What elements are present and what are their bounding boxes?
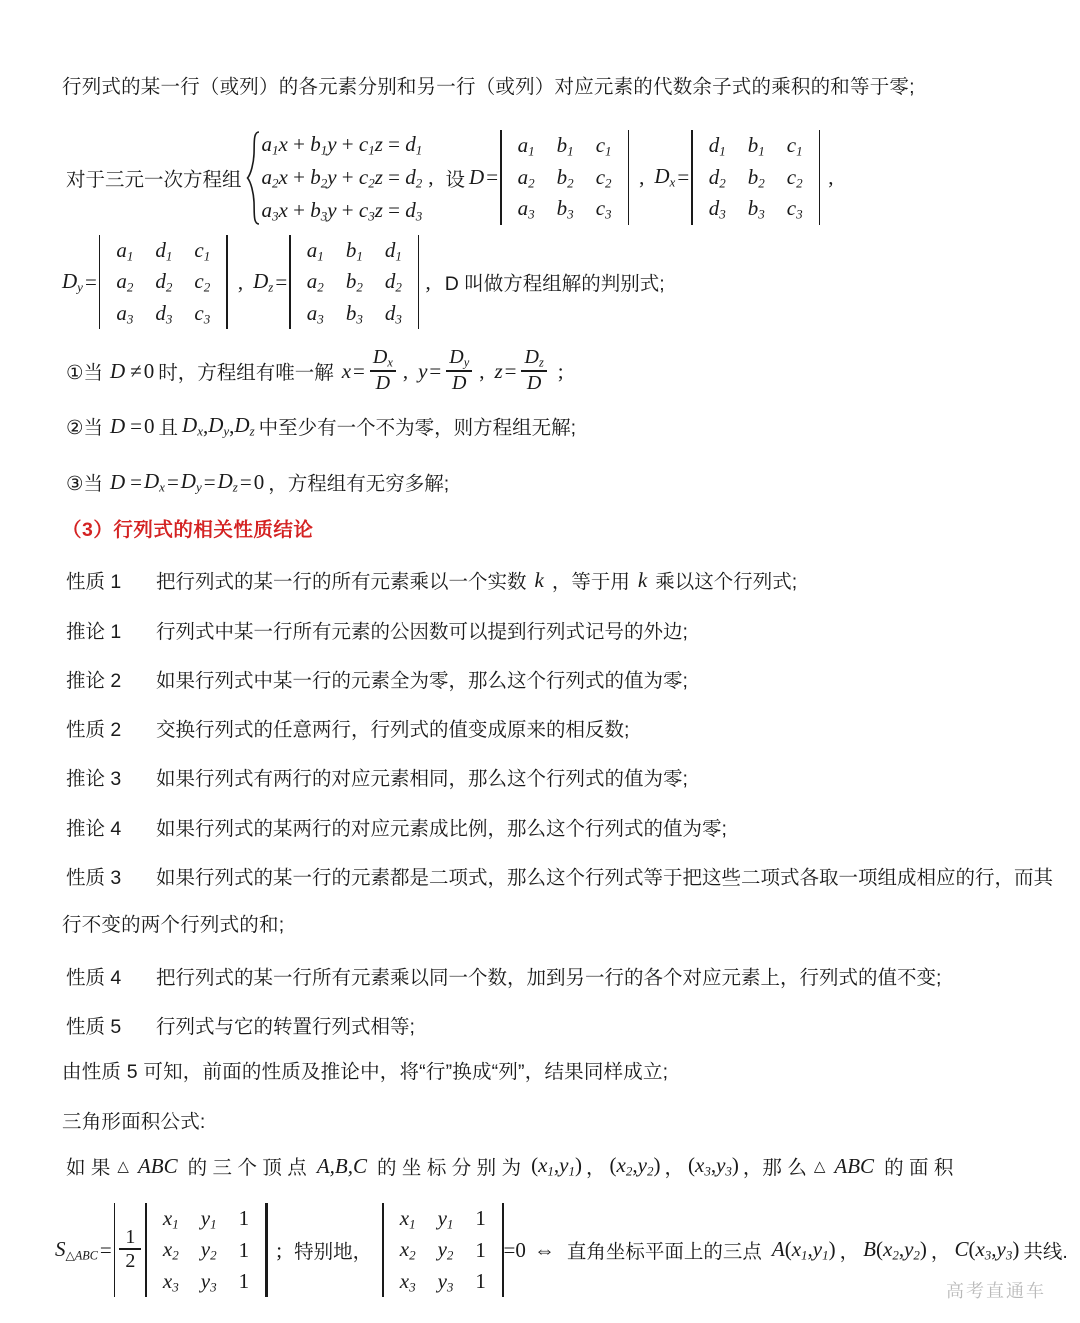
property-item-1 <box>62 566 801 594</box>
case-2-prefix: ②当 <box>66 417 103 439</box>
property-text: 交换行列式的任意两行，行列式的值变成原来的相反数; <box>156 719 630 741</box>
table-row: $a_3$ $b_3$ $d_3$ <box>306 300 402 327</box>
Dy-Dz-row <box>62 232 669 332</box>
system-lead-label: 对于三元一次方程组 <box>66 168 242 191</box>
area-formula-row <box>55 1200 1072 1300</box>
det-Dz-table <box>296 235 413 330</box>
table-row: $a_2$ $b_2$ $d_2$ <box>306 269 402 295</box>
case-1-condition: D <box>109 358 126 383</box>
property-k1: k <box>534 567 544 592</box>
property-label: 性质 5 <box>66 1016 122 1038</box>
comma-10: ， <box>586 1157 606 1179</box>
discriminant-note: D 叫做方程组解的判别式; <box>444 273 665 295</box>
point-B: $B(x_2,y_2)$ <box>863 1236 927 1263</box>
system-row <box>62 125 833 230</box>
case-1-prefix: ①当 <box>66 362 103 384</box>
fraction-numerator: $D_z$ <box>524 345 544 370</box>
det-Dx-table <box>698 130 814 225</box>
det-Dy-table <box>105 235 221 330</box>
property-text: 把行列式的某一行的所有元素乘以一个实数 <box>156 571 527 593</box>
equals-c3c: = <box>203 469 216 494</box>
equation-2: $a_2x + b_2y + c_2z = d_2$ <box>261 165 423 191</box>
property-label: 推论 3 <box>66 768 122 790</box>
triangle-area-title: 三角形面积公式: <box>62 1111 206 1133</box>
case-3-tail: ，方程组有无穷多解; <box>268 473 450 495</box>
case-3-Dx: $D_x$ <box>144 468 165 495</box>
table-row: $d_1$ $b_1$ $c_1$ <box>708 133 803 159</box>
zero-determinant <box>382 1203 503 1298</box>
property-label: 性质 4 <box>66 967 122 989</box>
statement-part-5: 的 面 积 <box>884 1157 954 1179</box>
watermark: 高考直通车 <box>946 1281 1046 1301</box>
equals-z: = <box>504 358 517 383</box>
property-item-3 <box>62 665 692 693</box>
table-row: $a_2$ $d_2$ $c_2$ <box>116 269 211 295</box>
det-bar-left <box>691 130 693 225</box>
Dz-symbol: $D_z$ <box>253 268 274 295</box>
table-row: $a_1$ $b_1$ $d_1$ <box>306 237 402 264</box>
special-label: 特别地， <box>294 1241 373 1263</box>
comma-4: , <box>237 269 244 294</box>
section-heading: （3）行列式的相关性质结论 <box>62 519 314 541</box>
abc-label-1: ABC <box>137 1153 178 1178</box>
equals-area: = <box>99 1237 112 1262</box>
statement-part-2: 的 三 个 顶 点 <box>187 1157 307 1179</box>
comma-1: , <box>428 165 434 189</box>
property-k2: k <box>637 567 648 592</box>
statement-part-1: 如 果 <box>66 1157 111 1179</box>
fraction-denominator: D <box>452 371 467 394</box>
solution-y-var: y <box>418 358 428 383</box>
property-text: 行列式中某一行所有元素的公因数可以提到行列式记号的外边; <box>156 621 688 643</box>
table-row: $a_1$ $b_1$ $c_1$ <box>517 133 612 159</box>
determinant-D <box>500 130 629 225</box>
fraction-denominator: D <box>526 371 542 394</box>
property-item-9 <box>62 1011 419 1039</box>
one-half-fraction <box>119 1226 141 1272</box>
case-2-Dy: $D_y$ <box>208 412 230 439</box>
fraction-Dz-over-D <box>521 346 546 394</box>
comma-8: , <box>202 413 209 438</box>
left-brace-icon <box>246 130 262 226</box>
equals-zero: =0 <box>503 1237 526 1262</box>
conclusion-prefix: 直角坐标平面上的三点 <box>566 1241 762 1263</box>
triangle-icon: △ <box>117 1158 129 1175</box>
table-row: $a_1$ $d_1$ $c_1$ <box>116 237 211 264</box>
comma-9: , <box>229 413 235 438</box>
D-symbol: D <box>469 165 485 189</box>
semicolon-1: ; <box>557 358 564 383</box>
comma-3: , <box>828 165 834 189</box>
case-3-D: D <box>109 469 126 494</box>
equals-y: = <box>429 358 442 383</box>
equation-lines <box>262 128 423 226</box>
comma-2: , <box>639 165 645 189</box>
det-bar-left <box>382 1203 384 1298</box>
property-text: 把行列式的某一行所有元素乘以同一个数，加到另一行的各个对应元素上，行列式的值不变; <box>156 967 942 989</box>
Dx-symbol: $D_x$ <box>654 164 676 190</box>
triangle-icon-2: △ <box>813 1158 826 1175</box>
property-label: 性质 3 <box>66 867 122 889</box>
equals-3: = <box>84 269 97 294</box>
statement-part-4: ，那 么 <box>742 1157 807 1179</box>
table-row: $a_2$ $b_2$ $c_2$ <box>517 164 612 191</box>
equation-1: $a_1x + b_1y + c_1z = d_1$ <box>261 132 423 158</box>
fraction-denominator: D <box>375 371 391 394</box>
case-2-tail: 中至少有一个不为零，则方程组无解; <box>258 417 577 439</box>
determinant-Dy <box>99 235 228 330</box>
equals-c3b: = <box>166 469 179 494</box>
equals-1: = <box>486 165 499 189</box>
property-label: 性质 2 <box>66 719 122 741</box>
statement-part-3: 的 坐 标 分 别 为 <box>376 1157 522 1179</box>
property-item-5 <box>62 763 692 791</box>
det-D-table <box>507 130 623 225</box>
point-A: $A(x_1,y_1)$ <box>771 1236 836 1263</box>
property-text-mid: ，等于用 <box>551 571 630 593</box>
property-text: 如果行列式的某两行的对应元素成比例，那么这个行列式的值为零; <box>156 818 727 840</box>
triangle-statement-row <box>62 1152 957 1180</box>
note-property-5: 由性质 5 可知，前面的性质及推论中，将“行”换成“列”，结果同样成立; <box>62 1061 669 1083</box>
zero-3: 0 <box>253 469 265 494</box>
det-bar-left <box>145 1203 147 1298</box>
case-1-row <box>62 345 564 397</box>
case-3-row <box>62 466 453 498</box>
det-bar-left <box>114 1203 116 1298</box>
comma-6: , <box>402 358 409 383</box>
determinant-Dz <box>289 235 419 330</box>
case-2-row <box>62 410 580 442</box>
table-row: $d_3$ $b_3$ $c_3$ <box>708 196 803 222</box>
solution-x-var: x <box>341 358 352 383</box>
table-row: $x_2$ $y_2$ 1 <box>162 1237 250 1263</box>
case-2-D: D <box>109 413 126 438</box>
area-outer-determinant <box>114 1203 269 1298</box>
property-label: 推论 4 <box>66 818 122 840</box>
property-item-7 <box>62 862 1057 890</box>
property-label: 性质 1 <box>66 571 122 593</box>
case-1-mid: 时，方程组有唯一解 <box>158 362 334 384</box>
zero-1: 0 <box>143 358 155 383</box>
table-row: $d_2$ $b_2$ $c_2$ <box>708 164 803 191</box>
coord-3: $(x_3,y_3)$ <box>687 1152 739 1179</box>
solution-z-var: z <box>494 358 503 383</box>
equals-c3a: = <box>130 469 142 494</box>
area-symbol: $S_{\triangle ABC}$ <box>55 1236 98 1263</box>
property-item-4 <box>62 714 633 742</box>
comma-5: , <box>425 269 431 294</box>
case-3-Dy: $D_y$ <box>180 468 202 495</box>
det-bar-left <box>289 235 291 330</box>
property-text: 如果行列式的某一行的元素都是二项式，那么这个行列式等于把这些二项式各取一项组成相应的行，而其 <box>156 867 1054 889</box>
table-row: $x_3$ $y_3$ 1 <box>399 1268 486 1295</box>
comma-7: , <box>479 358 485 383</box>
det-bar-left <box>99 235 101 330</box>
area-inner-determinant <box>145 1203 266 1298</box>
table-row: $x_2$ $y_2$ 1 <box>399 1237 486 1263</box>
table-row: $a_3$ $d_3$ $c_3$ <box>116 300 211 327</box>
table-row: $x_3$ $y_3$ 1 <box>162 1268 250 1295</box>
fraction-Dx-over-D <box>370 346 396 394</box>
iff-symbol: ⇔ <box>533 1237 555 1262</box>
table-row: $x_1$ $y_1$ 1 <box>162 1205 250 1232</box>
neq-symbol: ≠ <box>130 358 142 383</box>
equals-4: = <box>275 269 288 294</box>
property-label: 推论 1 <box>66 621 122 643</box>
property-item-6 <box>62 813 731 841</box>
equation-3: $a_3x + b_3y + c_3z = d_3$ <box>261 197 423 224</box>
equals-c2: = <box>130 413 142 438</box>
coord-1: $(x_1,y_1)$ <box>531 1152 583 1179</box>
intro-line: 行列式的某一行（或列）的各元素分别和另一行（或列）对应元素的代数余子式的乘积的和等于零; <box>62 76 915 98</box>
property-label: 推论 2 <box>66 670 122 692</box>
fraction-numerator: $D_y$ <box>449 345 470 370</box>
case-2-Dx: $D_x$ <box>182 412 203 439</box>
zero-matrix-table <box>389 1203 497 1298</box>
case-3-Dz: $D_z$ <box>217 468 238 495</box>
equals-2: = <box>677 165 690 189</box>
Dy-symbol: $D_y$ <box>62 268 83 295</box>
conclusion-suffix: 共线. <box>1023 1241 1068 1263</box>
semicolon-2: ; <box>276 1237 283 1262</box>
property-7-continuation: 行不变的两个行列式的和; <box>62 914 285 936</box>
equals-x: = <box>353 358 365 383</box>
det-bar-left <box>500 130 502 225</box>
fraction-numerator: 1 <box>125 1225 136 1248</box>
property-text: 如果行列式有两行的对应元素相同，那么这个行列式的值为零; <box>156 768 688 790</box>
comma-11: ， <box>664 1157 684 1179</box>
set-label: 设 <box>445 168 466 191</box>
fraction-numerator: $D_x$ <box>372 345 393 370</box>
property-item-2 <box>62 616 692 644</box>
case-3-prefix: ③当 <box>66 473 103 495</box>
property-item-8 <box>62 962 945 990</box>
case-2-Dz: $D_z$ <box>234 412 255 439</box>
table-row: $x_1$ $y_1$ 1 <box>399 1205 486 1232</box>
zero-2: 0 <box>144 413 155 438</box>
determinant-Dx <box>691 130 820 225</box>
coord-2: $(x_2,y_2)$ <box>609 1152 661 1179</box>
area-matrix-table <box>152 1203 260 1298</box>
property-text: 行列式与它的转置行列式相等; <box>156 1016 415 1038</box>
equals-c3d: = <box>239 469 252 494</box>
fraction-Dy-over-D <box>446 346 472 394</box>
fraction-denominator: 2 <box>125 1249 136 1272</box>
vertices-label: A,B,C <box>316 1153 367 1178</box>
comma-13: ， <box>930 1241 951 1263</box>
property-text: 如果行列式中某一行的元素全为零，那么这个行列式的值为零; <box>156 670 688 692</box>
point-C: $C(x_3,y_3)$ <box>954 1236 1020 1263</box>
case-2-and: 且 <box>158 417 179 439</box>
comma-12: ， <box>839 1241 860 1263</box>
table-row: $a_3$ $b_3$ $c_3$ <box>517 196 612 222</box>
abc-label-2: ABC <box>834 1153 875 1178</box>
property-text-after: 乘以这个行列式; <box>655 571 798 593</box>
